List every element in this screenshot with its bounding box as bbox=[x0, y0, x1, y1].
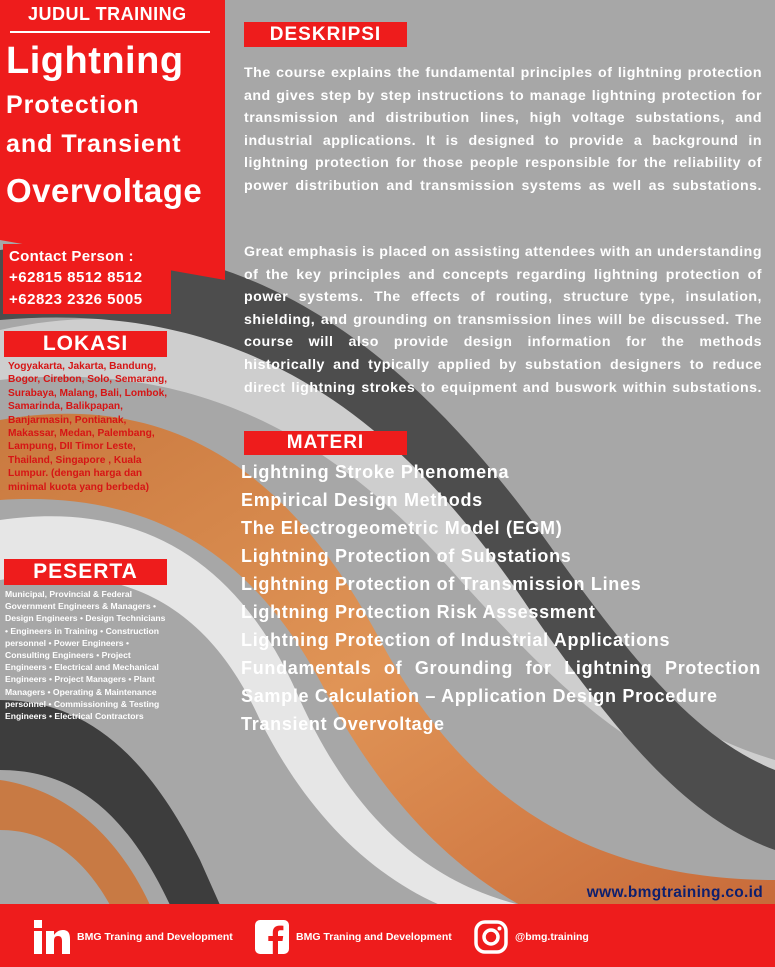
linkedin-icon bbox=[34, 920, 70, 954]
materi-item: Lightning Stroke Phenomena bbox=[241, 462, 510, 482]
website-link[interactable]: www.bmgtraining.co.id bbox=[586, 884, 763, 901]
lokasi-heading: LOKASI bbox=[4, 331, 167, 357]
materi-list bbox=[241, 458, 761, 738]
materi-item: Lightning Protection Risk Assessment bbox=[241, 602, 596, 622]
instagram-link[interactable] bbox=[474, 920, 589, 954]
materi-item: Lightning Protection of Industrial Applications bbox=[241, 630, 671, 650]
contact-label: Contact Person : bbox=[9, 248, 134, 265]
title-divider bbox=[10, 31, 210, 33]
lokasi-list: Yogyakarta, Jakarta, Bandung, Bogor, Cirebon, Solo, Semarang, Surabaya, Malang, Bali, Lombok, Samarinda, Balikpapan, Banjarmasin, Pontianak, Makassar, Medan, Palembang, Lampung, DII Timor Leste, Thailand, Singapore , Kuala Lumpur. (dengan harga dan minimal kuota yang berbeda) bbox=[8, 361, 168, 493]
facebook-label: BMG Traning and Development bbox=[296, 931, 452, 943]
linkedin-label: BMG Traning and Development bbox=[77, 931, 233, 943]
footer-bar bbox=[0, 904, 775, 967]
materi-item: Lightning Protection of Transmission Lines bbox=[241, 574, 642, 594]
materi-item: Lightning Protection of Substations bbox=[241, 546, 572, 566]
materi-item: Empirical Design Methods bbox=[241, 490, 483, 510]
training-title-label: JUDUL TRAINING bbox=[28, 4, 187, 24]
course-title-line-2: Protection bbox=[6, 91, 140, 119]
contact-phone-2[interactable]: +62823 2326 5005 bbox=[9, 291, 143, 308]
materi-heading: MATERI bbox=[244, 431, 407, 455]
facebook-link[interactable] bbox=[255, 920, 452, 954]
deskripsi-paragraph-1: The course explains the fundamental principles of lightning protection and gives step by step instructions to manage lightning protection for transmission and distribution lines, high voltage substations, and industrial applications. It is designed to provide a background in lightning protection for those people responsible for the reliability of power distribution and transmission systems as well as substations. bbox=[244, 65, 762, 194]
peserta-heading: PESERTA bbox=[4, 559, 167, 585]
deskripsi-heading: DESKRIPSI bbox=[244, 22, 407, 47]
materi-item: Sample Calculation – Application Design Procedure bbox=[241, 686, 718, 706]
facebook-icon bbox=[255, 920, 289, 954]
course-title-line-3: and Transient bbox=[6, 130, 182, 158]
peserta-list: Municipal, Provincial & Federal Government Engineers & Managers • Design Engineers • Design Technicians • Engineers in Training • Construction personnel • Power Engineers • Consulting Engineers • Project Engineers • Electrical and Mechanical Engineers • Project Managers • Plant Managers • Operating & Maintenance personnel • Commissioning & Testing Engineers • Electrical Contractors bbox=[5, 589, 166, 722]
deskripsi-paragraph-2: Great emphasis is placed on assisting attendees with an understanding of the key principles and concepts regarding lightning protection of power systems. The effects of routing, structure type, insulation, shielding, and grounding on transmission lines will be discussed. The course will also provide design information for the methods historically and typically applied by substation designers to reduce direct lightning strokes to equipment and buswork within substations. bbox=[244, 244, 762, 396]
course-title-line-4: Overvoltage bbox=[6, 172, 203, 209]
materi-item: The Electrogeometric Model (EGM) bbox=[241, 518, 563, 538]
materi-item: Fundamentals of Grounding for Lightning Protection bbox=[241, 658, 761, 678]
linkedin-link[interactable] bbox=[34, 920, 233, 954]
contact-phone-1[interactable]: +62815 8512 8512 bbox=[9, 269, 143, 286]
course-title-line-1: Lightning bbox=[6, 40, 184, 82]
instagram-label: @bmg.training bbox=[515, 931, 589, 943]
instagram-icon bbox=[474, 920, 508, 954]
contact-person-box bbox=[3, 244, 171, 314]
materi-item: Transient Overvoltage bbox=[241, 714, 445, 734]
